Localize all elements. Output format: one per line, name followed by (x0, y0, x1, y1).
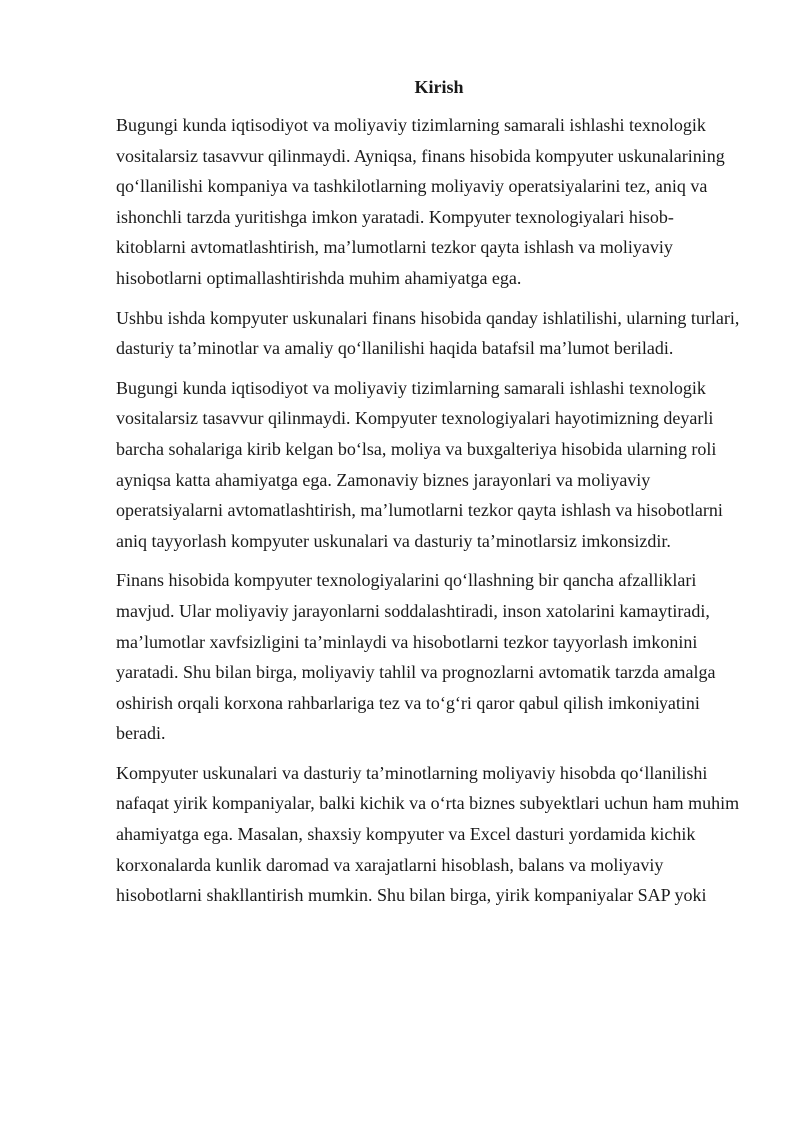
document-title: Kirish (414, 77, 464, 97)
paragraph-4: Finans hisobida kompyuter texnologiyalarini qo‘llashning bir qancha afzalliklari mavjud. Ular moliyaviy jarayonlarni soddalashtiradi, inson xatolarini kamaytiradi, ma’lumotlar xavfsizligini ta’minlaydi va hisobotlarni tezkor tayyorlash imkonini yaratadi. Shu bilan birga, moliyaviy tahlil va prognozlarni avtomatik tarzda amalga oshirish orqali korxona rahbarlariga tez va to‘g‘ri qaror qabul qilish imkoniyatini beradi. (116, 570, 716, 744)
paragraph-2: Ushbu ishda kompyuter uskunalari finans hisobida qanday ishlatilishi, ularning turlari, dasturiy ta’minotlar va amaliy qo‘llanilishi haqida batafsil ma’lumot beriladi. (116, 307, 740, 359)
paragraph-1: Bugungi kunda iqtisodiyot va moliyaviy tizimlarning samarali ishlashi texnologik vositalarsiz tasavvur qilinmaydi. Ayniqsa, finans hisobida kompyuter uskunalarining qo‘llanilishi kompaniya va tashkilotlarning moliyaviy operatsiyalarini tez, aniq va ishonchli tarzda yuritishga imkon yaratadi. Kompyuter texnologiyalari hisob-kitoblarni avtomatlashtirish, ma’lumotlarni tezkor qayta ishlash va moliyaviy hisobotlarni optimallashtirishda muhim ahamiyatga ega. (116, 115, 725, 288)
paragraph-3: Bugungi kunda iqtisodiyot va moliyaviy tizimlarning samarali ishlashi texnologik vositalarsiz tasavvur qilinmaydi. Kompyuter texnologiyalari hayotimizning deyarli barcha sohalariga kirib kelgan bo‘lsa, moliya va buxgalteriya hisobida ularning roli ayniqsa katta ahamiyatga ega. Zamonaviy biznes jarayonlari va moliyaviy operatsiyalarni avtomatlashtirish, ma’lumotlarni tezkor qayta ishlash va hisobotlarni aniq tayyorlash kompyuter uskunalari va dasturiy ta’minotlarsiz imkonsizdir. (116, 377, 723, 551)
paragraph-5: Kompyuter uskunalari va dasturiy ta’minotlarning moliyaviy hisobda qo‘llanilishi nafaqat yirik kompaniyalar, balki kichik va o‘rta biznes subyektlari uchun ham muhim ahamiyatga ega. Masalan, shaxsiy kompyuter va Excel dasturi yordamida kichik korxonalarda kunlik daromad va xarajatlarni hisoblash, balans va moliyaviy hisobotlarni shakllantirish mumkin. Shu bilan birga, yirik kompaniyalar SAP yoki (116, 762, 740, 906)
document-body (116, 74, 742, 920)
